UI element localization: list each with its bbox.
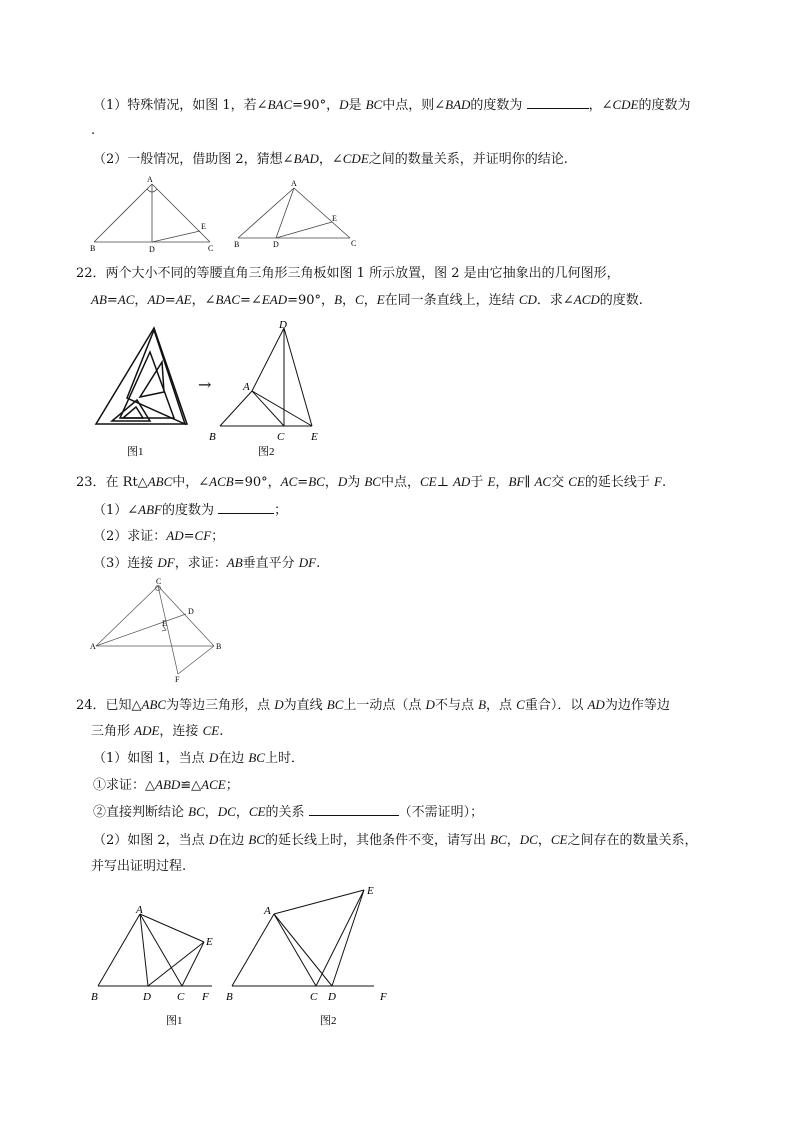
caption-figure-2: 图2 [320,1015,337,1027]
label-C: C [277,431,285,443]
label-D: D [279,319,287,331]
label-E: E [332,214,337,223]
q24-part1: （1）如图 1，当点 D在边 BC上时． [93,750,304,766]
q22-figure-1 [92,322,197,462]
q23-figure [90,577,225,684]
q21-figure-1 [90,175,220,254]
q24-figure-1 [88,900,223,1030]
q22-figure-2 [206,316,336,461]
caption-figure-2: 图2 [258,446,275,458]
q23-part2: （2）求证：AD=CF； [93,528,225,544]
q24-line1: 24．已知△ABC为等边三角形，点 D为直线 BC上一动点（点 D不与点 B，点 C重合）．以 AD为边作等边 [76,697,670,713]
q22-arrow: → [198,375,212,394]
label-F: F [175,675,180,684]
q24-part2-cont: 并写出证明过程. [91,859,187,874]
label-B: B [226,991,233,1003]
label-C: C [351,239,357,248]
label-D: D [143,991,151,1003]
label-D: D [273,240,279,249]
label-F: F [380,991,387,1003]
label-A: A [90,642,96,651]
caption-figure-1: 图1 [127,446,144,458]
q21-part1: （1）特殊情况，如图 1，若∠BAC=90°，D是 BC中点，则∠BAD的度数为 ，∠CDE的度数为 [93,97,691,113]
q22-line2: AB=AC，AD=AE，∠BAC=∠EAD=90°，B，C，E在同一条直线上，连结 CD．求∠ACD的度数. [91,292,643,308]
answer-blank[interactable] [527,96,589,109]
label-E: E [206,936,213,948]
q21-part2: （2）一般情况，借助图 2，猜想∠BAD，∠CDE之间的数量关系，并证明你的结论. [93,151,568,167]
label-A: A [264,905,271,917]
q21-figure-2 [232,180,362,250]
label-A: A [243,381,250,393]
answer-blank[interactable] [309,803,399,816]
label-A: A [291,179,297,188]
label-C: C [177,991,185,1003]
q24-part1-1: ①求证：△ABD≌△ACE； [93,777,239,793]
label-B: B [91,991,98,1003]
label-B: B [90,244,96,253]
label-B: B [234,240,240,249]
q22-line1: 22．两个大小不同的等腰直角三角形三角板如图 1 所示放置，图 2 是由它抽象出的几何图形， [76,266,620,281]
label-E: E [311,431,318,443]
q24-part2: （2）如图 2，当点 D在边 BC的延长线上时，其他条件不变，请写出 BC，DC，CE之间存在的数量关系， [93,832,698,848]
answer-blank[interactable] [218,501,274,514]
label-E: E [162,619,167,628]
q23-line1: 23．在 Rt△ABC中，∠ACB=90°，AC=BC，D为 BC中点，CE⊥ AD于 E，BF∥ AC交 CE的延长线于 F. [76,474,667,490]
label-A: A [147,175,153,184]
label-D: D [149,245,155,254]
q24-part1-2: ②直接判断结论 BC，DC，CE的关系 （不需证明）； [93,804,484,820]
label-C: C [310,991,318,1003]
q23-part1: （1）∠ABF的度数为 ； [93,502,288,518]
label-B: B [216,642,222,651]
label-E: E [201,222,206,231]
label-D: D [188,607,194,616]
label-A: A [136,904,143,916]
label-C: C [208,244,214,253]
caption-figure-1: 图1 [166,1015,183,1027]
label-C: C [156,577,162,586]
q24-figure-2 [226,880,386,1030]
label-B: B [209,431,216,443]
label-E: E [367,885,374,897]
label-D: D [328,991,336,1003]
q23-part3: （3）连接 DF，求证：AB垂直平分 DF. [93,555,321,571]
label-F: F [202,991,209,1003]
q21-part1-end: . [91,123,96,138]
q24-line2: 三角形 ADE，连接 CE. [91,723,224,739]
